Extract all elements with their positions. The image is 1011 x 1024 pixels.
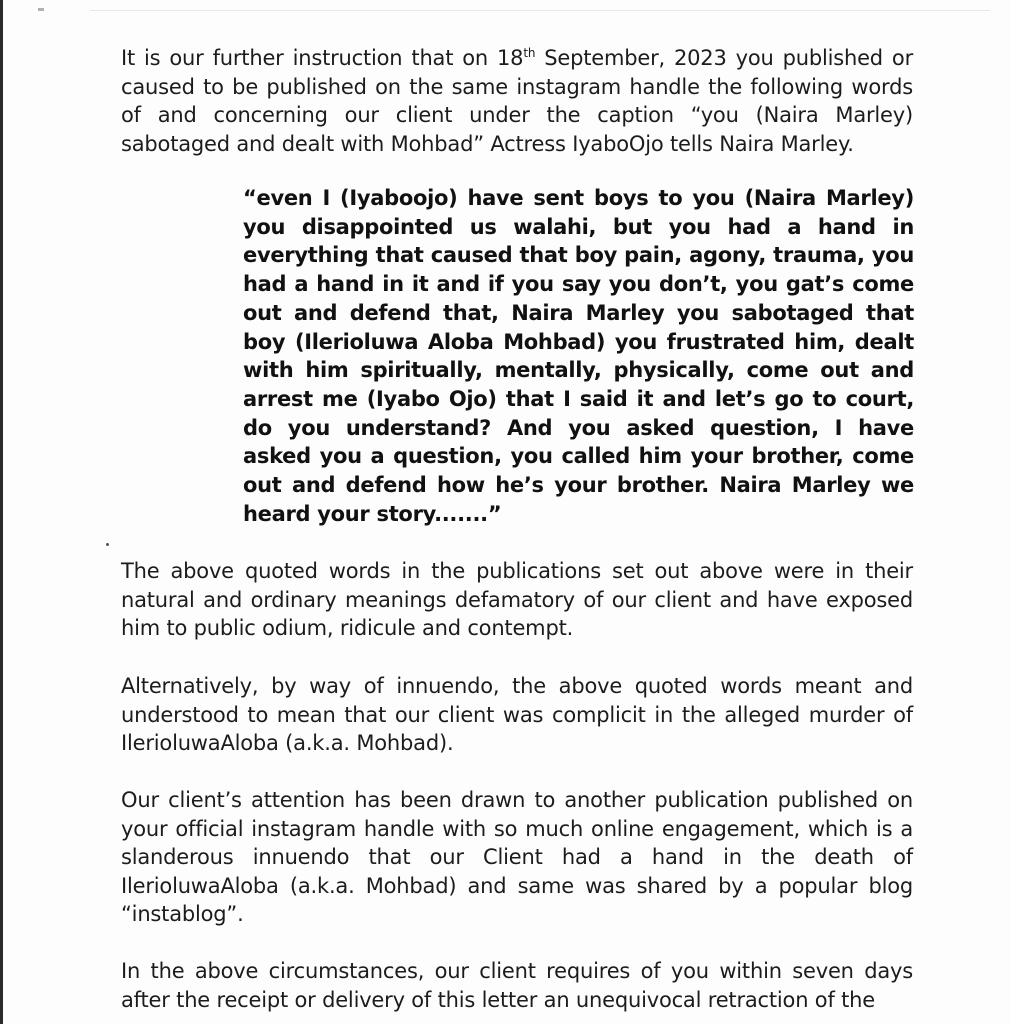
paragraph-another-publication: Our client’s attention has been drawn to another publication published on your official instagram handle with so much online engagement, which is a slanderous innuendo that our Client had a hand in the death of IlerioluwaAloba (a.k.a. Mohbad) and same was shared by a popular blog “instablog”. xyxy=(121,788,913,926)
paragraph-defamatory-meaning: The above quoted words in the publications set out above were in their natural and ordinary meanings defamatory of our client and have exposed him to public odium, ridicule and contempt. xyxy=(121,559,913,640)
paragraph-innuendo: Alternatively, by way of innuendo, the above quoted words meant and understood to mean that our client was complicit in the alleged murder of IlerioluwaAloba (a.k.a. Mohbad). xyxy=(121,674,913,755)
scan-left-edge xyxy=(0,0,3,1024)
paragraph-requirements: In the above circumstances, our client requires of you within seven days after the receipt or delivery of this letter an unequivocal retraction of the xyxy=(121,959,913,1012)
ordinal-suffix: th xyxy=(523,46,536,60)
scan-top-rule xyxy=(90,10,990,11)
paragraph-instruction-text-start: It is our further instruction that on 18 xyxy=(121,46,524,70)
quoted-statement: “even I (Iyaboojo) have sent boys to you (Naira Marley) you disappointed us walahi, but you had a hand in everything that caused that boy pain, agony, trauma, you had a hand in it and if you say you don’t, you gat’s come out and defend that, Naira Marley you sabotaged that boy (Ilerioluwa Aloba Mohbad) you frustrated him, dealt with him spiritually, mentally, physically, come out and arrest me (Iyabo Ojo) that I said it and let’s go to court, do you understand? And you asked question, I have asked you a question, you called him your brother, come out and defend how he’s your brother. Naira Marley we heard your story.......” xyxy=(243,186,914,526)
scan-dot xyxy=(106,543,109,546)
paragraph-instruction-text-end: September, 2023 you published or caused to be published on the same instagram handle the following words of and concerning our client under the caption “you (Naira Marley) sabotaged and dealt with Mohbad” Actress IyaboOjo tells Naira Marley. xyxy=(121,46,913,156)
paragraph-instruction xyxy=(121,44,913,158)
scan-speck xyxy=(38,8,44,11)
